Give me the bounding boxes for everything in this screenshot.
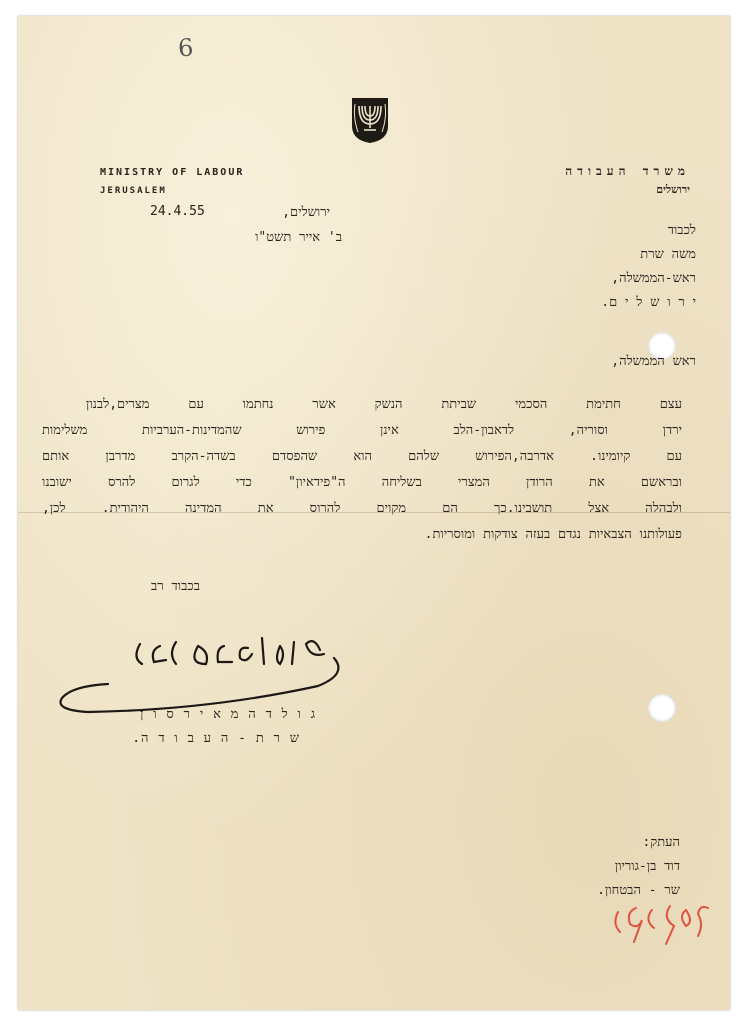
body-line: עצם חתימת הסכמי שביתת הנשק אשר נחתמו עם מצרים,לבנון <box>86 397 682 412</box>
signer-title: ש ר ת - ה ע ב ו ד ה. <box>132 731 300 746</box>
letterhead-city-english: JERUSALEM <box>100 186 167 196</box>
letterhead-city-hebrew: ירושלים <box>656 183 690 196</box>
letterhead-org-english: MINISTRY OF LABOUR <box>100 167 245 178</box>
date-gregorian: 24.4.55 <box>150 204 205 219</box>
addressee-line: י ר ו ש ל י ם. <box>601 295 696 310</box>
date-place: ירושלים, <box>282 205 330 220</box>
body-line: עם קיומינו. אדרבה,הפירוש שלהם הוא שהפסדם בשדה-הקרב מדרבן אותם <box>42 449 682 464</box>
copy-to-title: שר - הבטחון. <box>597 883 680 898</box>
addressee-line: ראש-הממשלה, <box>611 271 696 286</box>
letterhead-org-hebrew: משרד העבודה <box>565 164 690 178</box>
copy-to-label: העתק: <box>642 835 680 850</box>
body-line: ובראשם את הרודן המצרי בשליחה ה"פידאיון" כדי לגרום להרס ישובנו <box>42 475 682 490</box>
signer-name: ג ו ל ד ה מ א י ר ס ו ן <box>140 707 316 722</box>
menorah-emblem-icon <box>350 96 390 144</box>
addressee-line: לכבוד <box>667 223 696 238</box>
body-line: פעולותנו הצבאיות נגדם בעזה צודקות ומוסריות. <box>424 527 682 542</box>
addressee-line: משה שרת <box>640 247 696 262</box>
body-line: ולבהלה אצל תושבינו.כך הם מקוים להרוס את המדינה היהודית. לכן, <box>42 501 682 516</box>
copy-to-name: דוד בן-גוריון <box>614 859 680 874</box>
punch-hole <box>648 694 676 722</box>
body-line: ירדן וסוריה, לדאבון-הלב אינן פירוש שהמדינות-הערביות משלימות <box>42 423 682 438</box>
letter-sheet <box>18 16 730 1010</box>
closing: בכבוד רב <box>151 579 200 594</box>
salutation: ראש הממשלה, <box>611 354 696 369</box>
annotation-number: 6 <box>177 33 195 63</box>
date-hebrew: ב' אייר תשט"ו <box>255 230 342 245</box>
red-handwritten-mark <box>608 896 718 956</box>
